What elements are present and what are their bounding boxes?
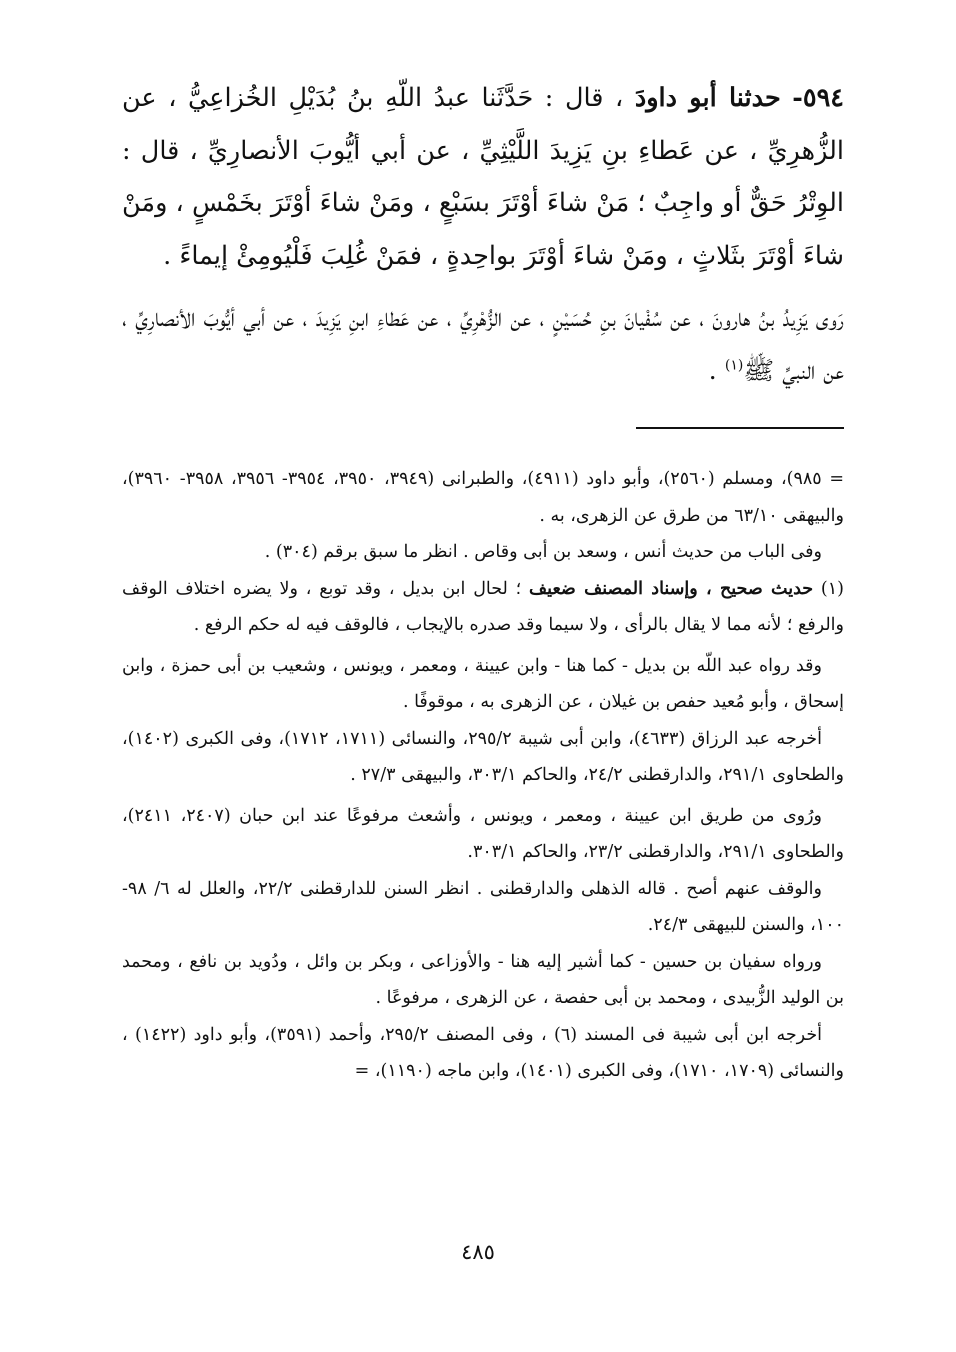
- hadith-lead: حدثنا أبو داودَ: [634, 83, 781, 113]
- hadith-number: ٥٩٤-: [792, 83, 844, 113]
- footnote-1: [122, 571, 844, 644]
- footnote-paragraph: ورُوى من طريق ابن عيينة ، ومعمر ، ويونس ، وأشعث مرفوعًا عند ابن حبان (٢٤٠٧، ٢٤١١)، والطحاوى ٢٩١/١، والدارقطنى ٢٣/٢، والحاكم ٣٠٣/١.: [122, 805, 844, 862]
- footnote-1-body: ؛ لحال ابن بديل ، وقد توبع ، ولا يضره اختلاف الوقف والرفع ؛ لأنه مما لا يقال بالرأى ، ولا سيما وقد صدره بالإيجاب ، فالوقف فيه له حكم الرفع .: [122, 578, 844, 635]
- footnotes: [122, 461, 844, 1090]
- footnote-separator: [636, 427, 844, 429]
- page-number: ٤٨٥: [461, 1240, 495, 1264]
- footnote-marker: (١): [724, 357, 744, 373]
- footnote-paragraph: والوقف عنهم أصح . قاله الذهلى والدارقطنى . انظر السنن للدارقطنى ٢٢/٢، والعلل له ٦/ ٩٨- ١٠٠، والسنن للبيهقى ٢٤/٣.: [122, 878, 844, 935]
- hadith-second-chain: [122, 292, 844, 397]
- footnote-paragraph: أخرجه عبد الرزاق (٤٦٣٣)، وابن أبى شيبة ٢٩٥/٢، والنسائى (١٧١١، ١٧١٢)، وفى الكبرى (١٤٠٢)، والطحاوى ٢٩١/١، والدارقطنى ٢٤/٢، والحاكم ٣٠٣/١، والبيهقى ٢٧/٣ .: [122, 728, 844, 785]
- hadith-body: ، قال : حَدَّثَنا عبدُ اللّهِ بنُ بُدَيْلِ الخُزاعِيُّ ، عن الزُّهرِيِّ ، عن عَطاءِ بنِ يَزِيدَ اللَّيْثِيِّ ، عن أبي أيُّوبَ الأنصارِيِّ ، قال : الوِتْرُ حَقٌّ أو واجِبٌ ؛ مَنْ شاءَ أوْتَرَ بسَبْعٍ ، ومَنْ شاءَ أوْتَرَ بخَمْسٍ ، ومَنْ شاءَ أوْتَرَ بثَلاثٍ ، ومَنْ شاءَ أوْتَرَ بواحِدةٍ ، فمَنْ غُلِبَ فَلْيُومِئْ إيماءً .: [122, 83, 844, 271]
- footnote-paragraph: أخرجه ابن أبى شيبة فى المسند (٦) ، وفى المصنف ٢٩٥/٢، وأحمد (٣٥٩١)، وأبو داود (١٤٢٢) ، والنسائى (١٧٠٩، ١٧١٠)، وفى الكبرى (١٤٠١)، وابن ماجه (١١٩٠)، =: [122, 1024, 844, 1081]
- second-chain-text: رَوى يَزِيدُ بنُ هارونَ ، عن سُفْيانَ بنِ حُسَيْنٍ ، عن الزُّهْرِيِّ ، عن عَطاءِ ابنِ يَزِيدَ ، عن أبي أيُّوبَ الأنصارِيِّ ، عن النبيِّ ﷺ: [122, 303, 844, 386]
- footnote-continuation: = ٩٨٥)، ومسلم (٢٥٦٠)، وأبو داود (٤٩١١)، والطبرانى (٣٩٤٩، ٣٩٥٠، ٣٩٥٤- ٣٩٥٦، ٣٩٥٨- ٣٩٦٠)، والبيهقى ٦٣/١٠ من طرق عن الزهرى، به .: [122, 469, 844, 526]
- footnote-number: (١): [820, 578, 844, 599]
- footnote-paragraph: ورواه سفيان بن حسين - كما أشير إليه هنا - والأوزاعى ، وبكر بن وائل ، ودُويد بن نافع ، ومحمد بن الوليد الزُّبيدى ، ومحمد بن أبى حفصة ، عن الزهرى ، مرفوعًا .: [122, 951, 844, 1008]
- hadith-paragraph: [122, 72, 844, 282]
- second-chain-end: .: [708, 355, 725, 386]
- footnote-paragraph: وقد رواه عبد اللّه بن بديل - كما هنا - وابن عيينة ، ومعمر ، ويونس ، وشعيب بن أبى حمزة ، وابن إسحاق ، وأبو مُعيد حفص بن غيلان ، عن الزهرى به ، موقوفًا .: [122, 655, 844, 712]
- footnote-paragraph: وفى الباب من حديث أنس ، وسعد بن أبى وقاص . انظر ما سبق برقم (٣٠٤) .: [264, 542, 822, 562]
- hadith-text: [122, 72, 844, 397]
- footnote-verdict: حديث صحيح ، وإسناد المصنف ضعيف: [529, 578, 814, 599]
